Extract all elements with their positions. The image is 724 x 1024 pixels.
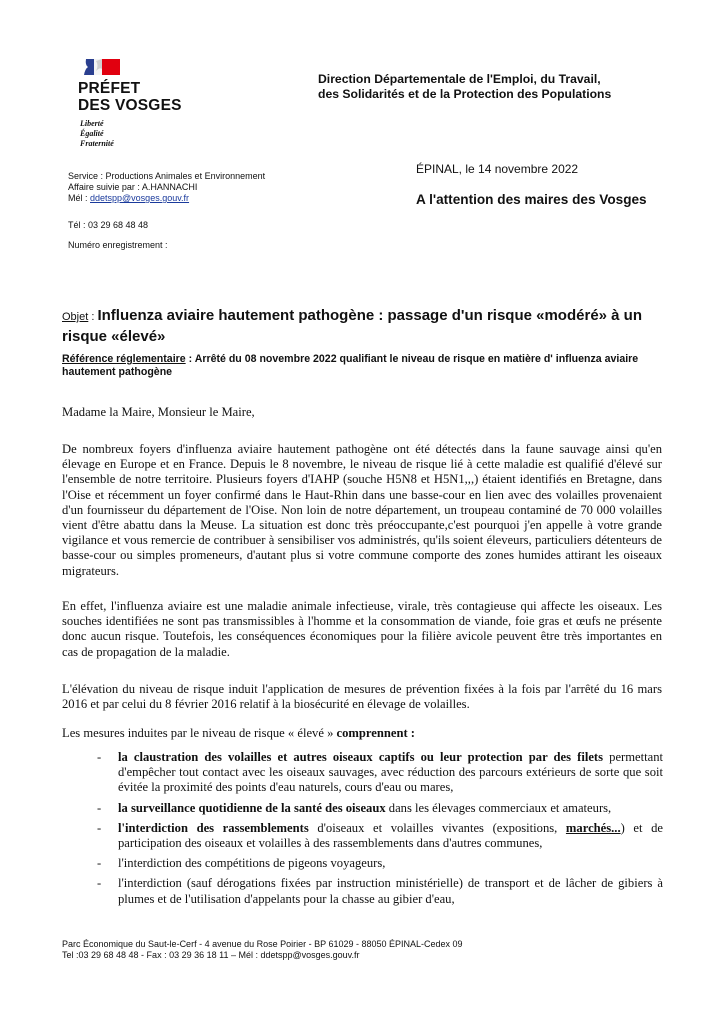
paragraph-4 [62, 726, 662, 741]
list-item [97, 856, 663, 871]
marianne-logo [80, 57, 124, 77]
footer [62, 939, 463, 961]
devise [80, 119, 114, 149]
objet-text: Influenza aviaire hautement pathogène : passage d'un risque «modéré» à un risque «élevé» [62, 307, 643, 345]
mesure-3-bold: l'interdiction des rassemblements [118, 820, 309, 835]
list-item [97, 876, 663, 906]
list-item [97, 820, 664, 851]
reference-sep: : [185, 353, 195, 365]
salutation: Madame la Maire, Monsieur le Maire, [62, 405, 255, 419]
mesure-2-bold: la surveillance quotidienne de la santé des oiseaux [118, 800, 386, 815]
objet [62, 306, 662, 346]
dash: - [97, 856, 102, 871]
footer-address: Parc Économique du Saut-le-Cerf - 4 avenue du Rose Poirier - BP 61029 - 88050 ÉPINAL-Cedex 09 [62, 939, 463, 949]
letter-date: ÉPINAL, le 14 novembre 2022 [416, 162, 579, 176]
service-block [68, 171, 265, 204]
list-item [97, 800, 663, 816]
direction-line-1: Direction Départementale de l'Emploi, du Travail, [318, 72, 601, 86]
mesure-1-bold: la claustration des volailles et autres oiseaux captifs ou leur protection par des filets [118, 750, 604, 764]
devise-egalite: Égalité [80, 129, 104, 138]
telephone: Tél : 03 29 68 48 48 [68, 220, 149, 230]
dash: - [97, 800, 102, 815]
mesures-list [97, 745, 664, 907]
numero-enregistrement: Numéro enregistrement : [68, 240, 168, 250]
devise-liberte: Liberté [80, 119, 104, 128]
paragraph-4-bold: comprennent : [336, 726, 416, 740]
mel-line [68, 193, 265, 204]
mesure-1-text: permettant d'empêcher tout contact avec les oiseaux sauvages, avec réduction des parcours extérieurs de sorte que soit évitée la proximité des points d'eau naturels, cours d'eau ou mares, [118, 750, 663, 795]
dash: - [97, 820, 102, 835]
prefet-label: PRÉFET [78, 80, 141, 97]
mel-label: Mél : [68, 193, 91, 203]
mesure-2-text: dans les élevages commerciaux et amateurs, [385, 800, 612, 815]
reference-text: Arrêté du 08 novembre 2022 qualifiant le niveau de risque en matière d' influenza aviaire hautement pathogène [62, 353, 639, 378]
mesure-3-text: ) et de participation des oiseaux et volailles à des rassemblements dans d'autres communes, [118, 820, 664, 851]
dash: - [97, 876, 102, 891]
dash: - [97, 750, 102, 764]
mesure-3-mid: d'oiseaux et volailles vivantes (expositions, [308, 820, 566, 835]
mesure-3-marches: marchés... [565, 820, 621, 835]
mesure-5-text: l'interdiction (sauf dérogations fixées par instruction ministérielle) de transport et de lâcher de gibiers à plumes et de l'utilisation d'appelants pour la chasse au gibier d'eau, [118, 876, 663, 906]
direction-header [318, 72, 611, 102]
paragraph-3: L'élévation du niveau de risque induit l'application de mesures de prévention fixées à la fois par l'arrêté du 16 mars 2016 et par celui du 8 février 2016 relatif à la biosécurité en élevage de volailles. [62, 682, 662, 712]
departement-label: DES VOSGES [78, 97, 182, 114]
direction-line-2: des Solidarités et de la Protection des Populations [318, 87, 612, 101]
prefet-title [78, 80, 182, 114]
paragraph-4-start: Les mesures induites par le niveau de risque « élevé » [62, 726, 337, 740]
email-link[interactable]: ddetspp@vosges.gouv.fr [90, 193, 190, 203]
devise-fraternite: Fraternité [80, 139, 114, 148]
paragraph-1: De nombreux foyers d'influenza aviaire hautement pathogène ont été détectés dans la faune sauvage ainsi qu'en élevage en Europe et en France. Depuis le 8 novembre, le niveau de risque lié à cette maladie est qualifié d'élevé sur l'ensemble de notre territoire. Plusieurs foyers d'IAHP (souche H5N8 et H5N1,,,) étaient identifiés en Bretagne, dans l'Oise et récemment un foyer confirmé dans le Haut-Rhin dans une basse-cour en lien avec des volailles provenaient d'un fournisseur du département de l'Oise. Non loin de notre département, un troupeau contaminé de 70 000 volailles vient d'être abattu dans la Meuse. La situation est donc très préoccupante,c'est pourquoi j'en appelle à votre grande vigilance et vous remercie de contribuer à sensibiliser vos administrés, qu'ils soient éleveurs, particuliers détenteurs de basse-cour ou simples promeneurs, d'autant plus si votre commune comporte des zones humides attirant les oiseaux migrateurs. [62, 442, 662, 578]
recipient: A l'attention des maires des Vosges [416, 192, 647, 207]
service-line: Service : Productions Animales et Environnement [68, 171, 266, 181]
objet-label: Objet [62, 311, 89, 323]
reference [62, 353, 662, 379]
paragraph-2: En effet, l'influenza aviaire est une maladie animale infectieuse, virale, très contagieuse qui affecte les oiseaux. Les souches identifiées ne sont pas transmissibles à l'homme et la consommation de viande, foie gras et œufs ne présente donc aucun risque. Toutefois, les conséquences économiques pour la filière avicole peuvent être très importantes en cas de propagation de la maladie. [62, 599, 662, 659]
mesure-4-text: l'interdiction des compétitions de pigeons voyageurs, [118, 856, 386, 871]
list-item [97, 750, 663, 796]
reference-label: Référence réglementaire [62, 353, 186, 365]
affaire-suivie: Affaire suivie par : A.HANNACHI [68, 182, 198, 192]
objet-sep: : [88, 311, 98, 323]
footer-contact: Tel :03 29 68 48 48 - Fax : 03 29 36 18 11 – Mél : ddetspp@vosges.gouv.fr [62, 950, 360, 960]
